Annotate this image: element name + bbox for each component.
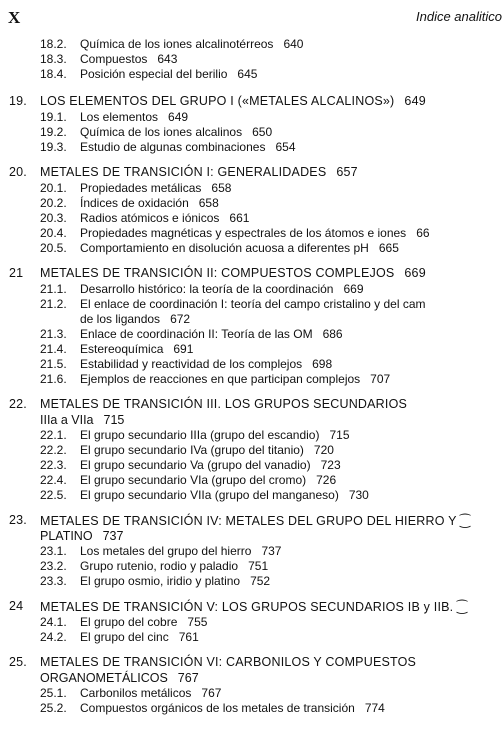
section-entry xyxy=(0,488,502,503)
section-title xyxy=(80,241,399,255)
chapter-title xyxy=(40,165,358,179)
section-title xyxy=(80,615,207,629)
section-number: 22.4. xyxy=(40,473,67,487)
section-entry xyxy=(0,357,502,372)
section-title xyxy=(80,297,426,311)
section-title-text: El grupo del cobre xyxy=(80,615,178,629)
chapter-page: 767 xyxy=(177,671,199,685)
section-entry xyxy=(0,241,502,256)
section-entry xyxy=(0,443,502,458)
section-title xyxy=(80,372,390,386)
section-page: 649 xyxy=(168,110,189,124)
section-page: 658 xyxy=(211,181,232,195)
section-number: 20.5. xyxy=(40,241,67,255)
section-number: 20.1. xyxy=(40,181,67,195)
section-title-text: Comportamiento en disolución acuosa a diferentes pH xyxy=(80,241,369,255)
chapter-title xyxy=(40,513,470,528)
section-entry xyxy=(0,110,502,125)
section-page: 752 xyxy=(250,574,271,588)
chapter-title-text: LOS ELEMENTOS DEL GRUPO I («METALES ALCALINOS») xyxy=(40,94,395,108)
section-title xyxy=(80,181,231,195)
chapter-title-cont-text: ORGANOMETÁLICOS xyxy=(40,671,168,685)
chapter-title xyxy=(40,655,416,669)
section-page: 645 xyxy=(237,67,258,81)
section-number: 18.4. xyxy=(40,67,67,81)
section-title xyxy=(80,473,336,487)
section-title-cont-text: de los ligandos xyxy=(80,312,161,326)
chapter-title xyxy=(40,599,467,614)
chapter-page: 715 xyxy=(103,413,125,427)
section-number: 21.1. xyxy=(40,282,67,296)
section-entry xyxy=(0,211,502,226)
section-page: 640 xyxy=(283,37,304,51)
section-entry xyxy=(0,282,502,297)
section-page: 66 xyxy=(416,226,430,240)
chapter-heading xyxy=(0,599,502,615)
chapter-title-text: METALES DE TRANSICIÓN II: COMPUESTOS COMPLEJOS xyxy=(40,266,395,280)
chapter-number: 23. xyxy=(9,513,27,527)
section-number: 24.1. xyxy=(40,615,67,629)
section-title xyxy=(80,574,270,588)
section-page: 672 xyxy=(170,312,191,326)
section-title-text: Propiedades magnéticas y espectrales de los átomos e iones xyxy=(80,226,407,240)
section-number: 21.6. xyxy=(40,372,67,386)
section-number: 23.2. xyxy=(40,559,67,573)
chapter-page: 669 xyxy=(404,266,426,280)
section-entry xyxy=(0,226,502,241)
section-number: 22.2. xyxy=(40,443,67,457)
chapter-title-continuation xyxy=(0,529,502,544)
chapter-title-cont-text: PLATINO xyxy=(40,529,93,543)
table-of-contents xyxy=(0,37,502,726)
chapter-title-text: METALES DE TRANSICIÓN V: LOS GRUPOS SECUNDARIOS IB y IIB. ⁐ xyxy=(40,600,468,614)
section-entry xyxy=(0,372,502,387)
chapter-page: 649 xyxy=(404,94,426,108)
section-title xyxy=(80,544,281,558)
section-entry xyxy=(0,428,502,443)
section-title xyxy=(80,282,364,296)
section-title-text: Enlace de coordinación II: Teoría de las OM xyxy=(80,327,313,341)
section-title-text: Índices de oxidación xyxy=(80,196,189,210)
section-title xyxy=(80,701,385,715)
section-page: 761 xyxy=(178,630,199,644)
section-number: 25.1. xyxy=(40,686,67,700)
chapter-title-cont-text: IIIa a VIIa xyxy=(40,413,94,427)
section-title-text: El grupo secundario IIIa (grupo del escandio) xyxy=(80,428,320,442)
section-entry xyxy=(0,458,502,473)
section-title-text: Química de los iones alcalinos xyxy=(80,125,243,139)
section-title xyxy=(80,110,188,124)
chapter-number: 21 xyxy=(9,266,24,280)
section-title-text: Compuestos orgánicos de los metales de transición xyxy=(80,701,355,715)
chapter-entry xyxy=(0,266,502,387)
chapter-number: 25. xyxy=(9,655,27,669)
section-entry xyxy=(0,297,502,312)
section-entry xyxy=(0,52,502,67)
running-title: Indice analitico xyxy=(416,9,502,24)
section-title xyxy=(80,428,350,442)
section-page: 658 xyxy=(198,196,219,210)
section-number: 23.3. xyxy=(40,574,67,588)
section-title xyxy=(80,630,199,644)
chapter-number: 24 xyxy=(9,599,24,613)
section-title xyxy=(80,686,221,700)
section-number: 18.3. xyxy=(40,52,67,66)
chapter-title-text: METALES DE TRANSICIÓN III. LOS GRUPOS SECUNDARIOS xyxy=(40,397,408,411)
chapter-title-text: METALES DE TRANSICIÓN IV: METALES DEL GRUPO DEL HIERRO Y ⁐ xyxy=(40,514,471,528)
section-title xyxy=(80,140,296,154)
section-number: 21.3. xyxy=(40,327,67,341)
section-title xyxy=(80,226,430,240)
section-entry xyxy=(0,181,502,196)
section-entry xyxy=(0,630,502,645)
chapter-entry xyxy=(0,94,502,155)
section-title xyxy=(80,125,272,139)
section-page: 751 xyxy=(248,559,269,573)
section-entry xyxy=(0,574,502,589)
section-title-text: Estereoquímica xyxy=(80,342,164,356)
section-entry xyxy=(0,67,502,82)
chapter-number: 19. xyxy=(9,94,27,108)
section-title xyxy=(80,37,303,51)
section-title-text: Posición especial del berilio xyxy=(80,67,228,81)
section-number: 20.2. xyxy=(40,196,67,210)
page-number: X xyxy=(8,8,21,27)
chapter-page: 657 xyxy=(336,165,358,179)
section-entry xyxy=(0,37,502,52)
section-number: 18.2. xyxy=(40,37,67,51)
section-title xyxy=(80,443,334,457)
section-title xyxy=(80,52,177,66)
section-entry xyxy=(0,327,502,342)
section-title-text: Compuestos xyxy=(80,52,148,66)
section-title-text: Estudio de algunas combinaciones xyxy=(80,140,266,154)
section-page: 665 xyxy=(378,241,399,255)
section-entry xyxy=(0,140,502,155)
section-title-text: El grupo secundario Va (grupo del vanadio) xyxy=(80,458,311,472)
section-title-text: El grupo osmio, iridio y platino xyxy=(80,574,241,588)
section-number: 22.5. xyxy=(40,488,67,502)
section-page: 774 xyxy=(364,701,385,715)
section-title-text: Carbonilos metálicos xyxy=(80,686,192,700)
chapter-title-text: METALES DE TRANSICIÓN VI: CARBONILOS Y COMPUESTOS xyxy=(40,655,417,669)
chapter-page: 737 xyxy=(102,529,124,543)
section-title xyxy=(80,327,343,341)
section-title-text: Química de los iones alcalinotérreos xyxy=(80,37,274,51)
section-number: 23.1. xyxy=(40,544,67,558)
section-entry xyxy=(0,342,502,357)
section-number: 24.2. xyxy=(40,630,67,644)
section-title xyxy=(80,357,332,371)
section-title-text: Desarrollo histórico: la teoría de la coordinación xyxy=(80,282,334,296)
section-page: 755 xyxy=(187,615,208,629)
section-page: 767 xyxy=(201,686,222,700)
section-number: 22.3. xyxy=(40,458,67,472)
section-entry xyxy=(0,196,502,211)
section-number: 19.1. xyxy=(40,110,67,124)
chapter-title xyxy=(40,94,426,108)
section-page: 726 xyxy=(316,473,337,487)
chapter-heading xyxy=(0,266,502,282)
chapter-heading xyxy=(0,513,502,529)
section-number: 22.1. xyxy=(40,428,67,442)
section-number: 19.2. xyxy=(40,125,67,139)
page-header xyxy=(0,6,502,28)
section-number: 21.5. xyxy=(40,357,67,371)
section-page: 650 xyxy=(252,125,273,139)
chapter-entry xyxy=(0,513,502,589)
section-title-text: Estabilidad y reactividad de los complejos xyxy=(80,357,303,371)
section-title-text: El grupo secundario VIa (grupo del cromo) xyxy=(80,473,307,487)
section-page: 669 xyxy=(343,282,364,296)
section-entry xyxy=(0,125,502,140)
chapter-entry xyxy=(0,165,502,256)
section-number: 20.4. xyxy=(40,226,67,240)
section-page: 654 xyxy=(275,140,296,154)
section-page: 720 xyxy=(313,443,334,457)
section-number: 25.2. xyxy=(40,701,67,715)
section-page: 661 xyxy=(229,211,250,225)
section-entry xyxy=(0,686,502,701)
chapter-title-text: METALES DE TRANSICIÓN I: GENERALIDADES xyxy=(40,165,327,179)
section-title xyxy=(80,342,193,356)
section-number: 19.3. xyxy=(40,140,67,154)
section-page: 715 xyxy=(329,428,350,442)
section-title-text: El enlace de coordinación I: teoría del campo cristalino y del cam xyxy=(80,297,426,311)
section-page: 698 xyxy=(312,357,333,371)
section-page: 707 xyxy=(370,372,391,386)
section-title xyxy=(80,488,369,502)
chapter-entry xyxy=(0,37,502,82)
section-entry xyxy=(0,473,502,488)
section-number: 21.4. xyxy=(40,342,67,356)
section-page: 643 xyxy=(157,52,178,66)
chapter-number: 22. xyxy=(9,397,27,411)
section-page: 723 xyxy=(320,458,341,472)
chapter-heading xyxy=(0,165,502,181)
chapter-heading xyxy=(0,94,502,110)
section-page: 691 xyxy=(173,342,194,356)
section-title-text: Los elementos xyxy=(80,110,159,124)
section-title xyxy=(80,458,341,472)
chapter-heading xyxy=(0,397,502,413)
section-entry xyxy=(0,559,502,574)
chapter-heading xyxy=(0,655,502,671)
chapter-entry xyxy=(0,599,502,645)
section-title-text: El grupo del cinc xyxy=(80,630,169,644)
section-entry xyxy=(0,615,502,630)
chapter-entry xyxy=(0,655,502,716)
section-title-continuation xyxy=(0,312,502,327)
section-title xyxy=(80,196,219,210)
section-title-text: El grupo secundario IVa (grupo del titanio) xyxy=(80,443,304,457)
section-title xyxy=(80,211,249,225)
section-title-text: Ejemplos de reacciones en que participan complejos xyxy=(80,372,361,386)
section-title-text: Propiedades metálicas xyxy=(80,181,202,195)
section-number: 21.2. xyxy=(40,297,67,311)
chapter-number: 20. xyxy=(9,165,27,179)
section-entry xyxy=(0,701,502,716)
section-title-text: Radios atómicos e iónicos xyxy=(80,211,220,225)
chapter-title-continuation xyxy=(0,413,502,428)
section-title xyxy=(80,559,268,573)
section-page: 737 xyxy=(261,544,282,558)
chapter-entry xyxy=(0,397,502,503)
section-title-text: El grupo secundario VIIa (grupo del manganeso) xyxy=(80,488,339,502)
section-number: 20.3. xyxy=(40,211,67,225)
chapter-title xyxy=(40,266,426,280)
section-page: 686 xyxy=(322,327,343,341)
section-title xyxy=(80,67,257,81)
chapter-title-continuation xyxy=(0,671,502,686)
section-entry xyxy=(0,544,502,559)
chapter-title xyxy=(40,397,407,411)
section-title-text: Los metales del grupo del hierro xyxy=(80,544,252,558)
section-title-text: Grupo rutenio, rodio y paladio xyxy=(80,559,239,573)
section-page: 730 xyxy=(348,488,369,502)
